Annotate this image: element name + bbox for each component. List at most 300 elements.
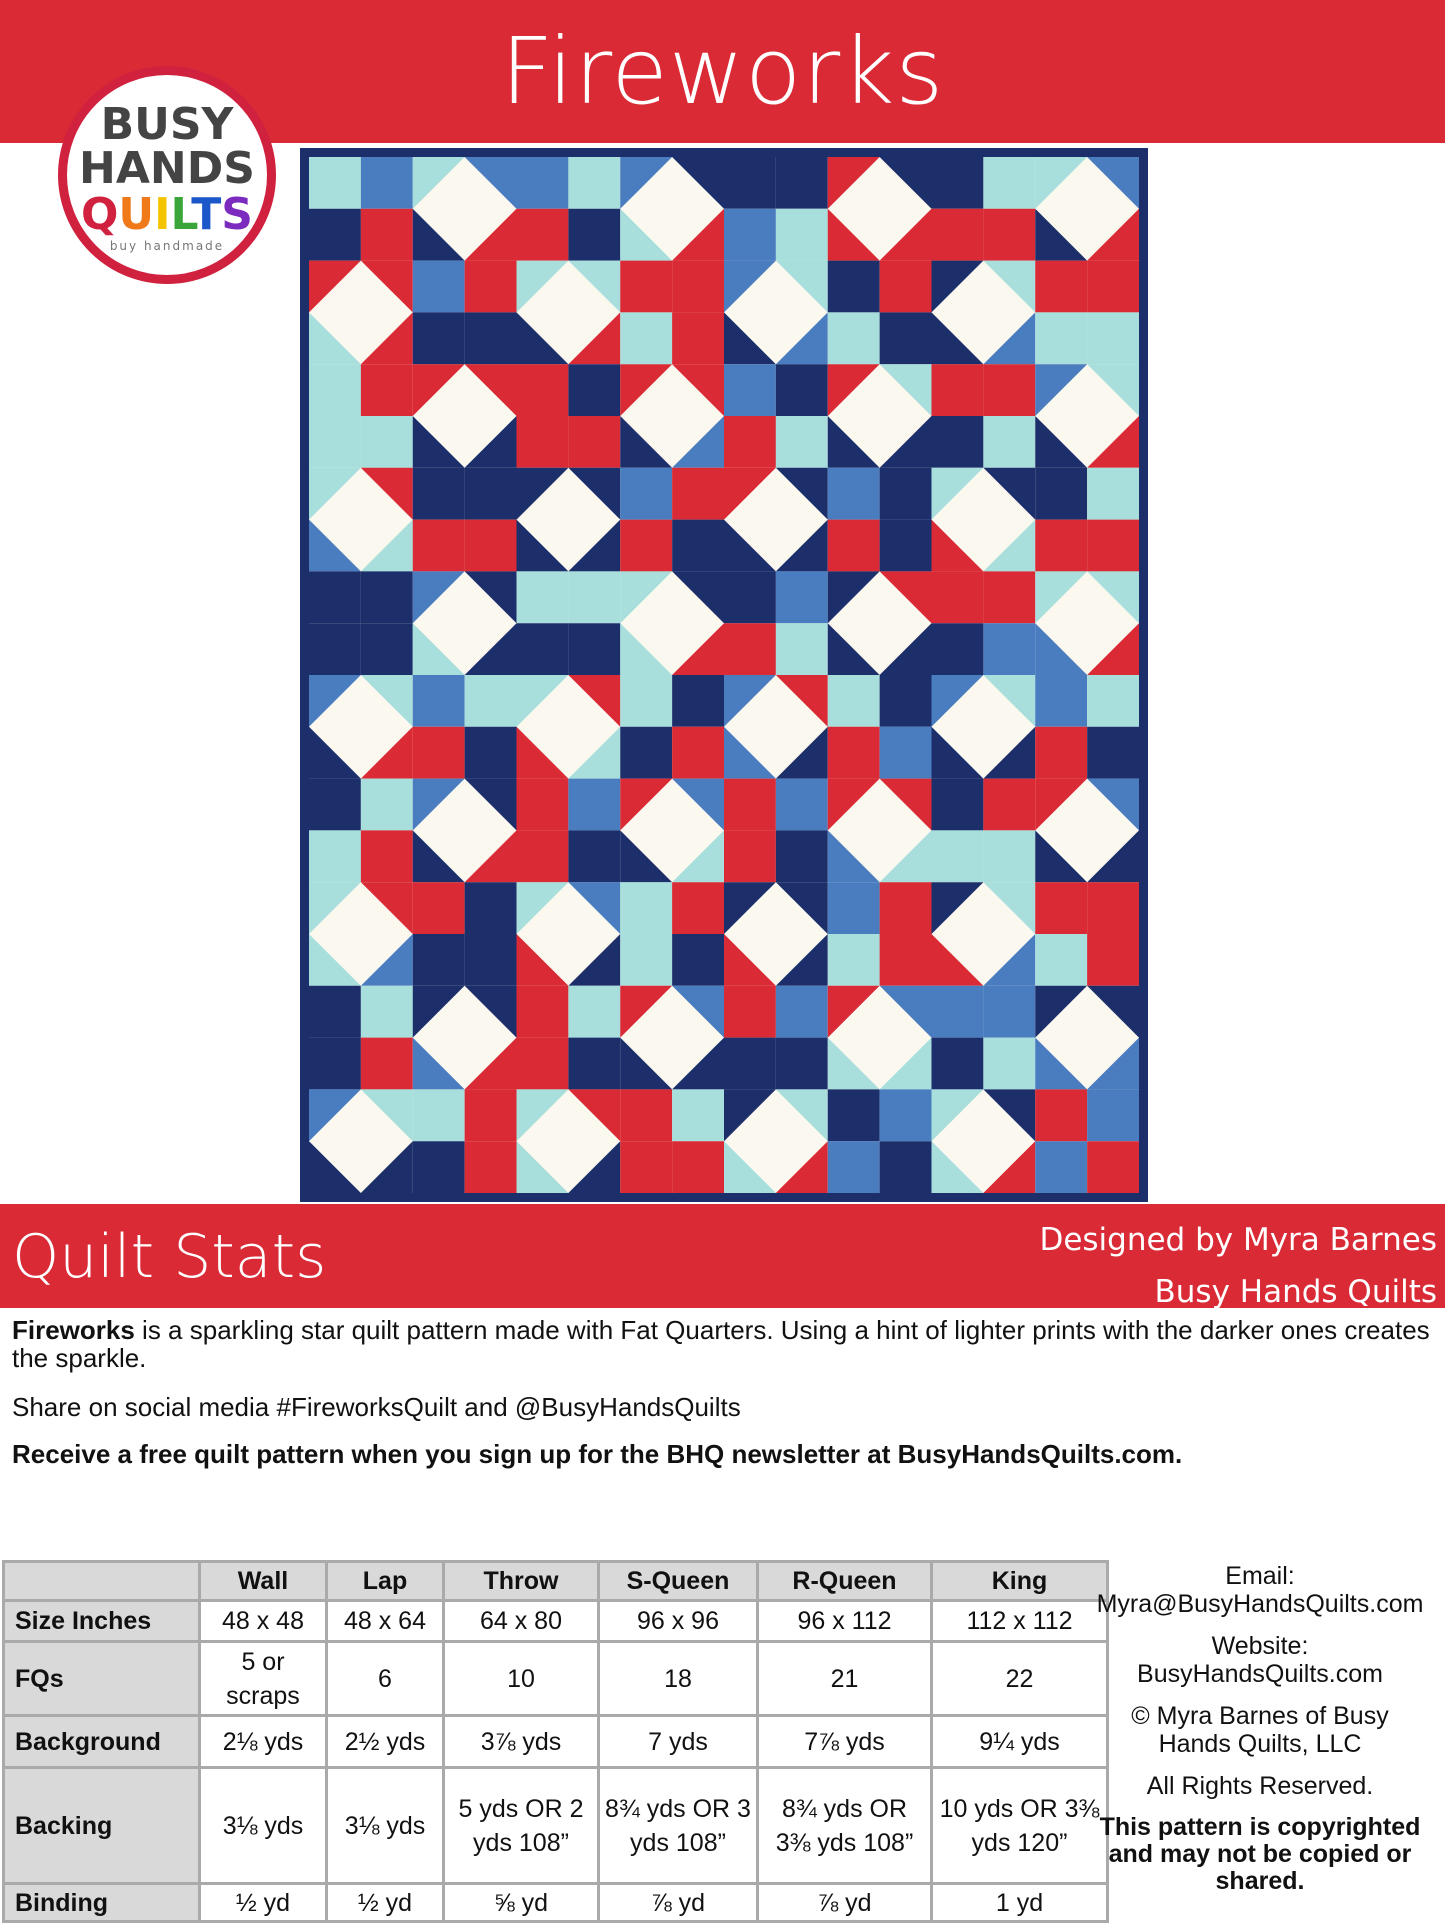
table-cell: 48 x 48 <box>200 1601 327 1642</box>
corner-triangle <box>983 520 1035 572</box>
star-center-patch <box>672 934 724 986</box>
corner-triangle <box>983 882 1035 934</box>
row-label: FQs <box>4 1642 200 1716</box>
corner-triangle <box>413 830 465 882</box>
corner-triangle <box>517 882 569 934</box>
table-cell: ⅞ yd <box>599 1884 758 1922</box>
corner-triangle <box>568 520 620 572</box>
corner-triangle <box>1087 209 1139 261</box>
table-cell: 64 x 80 <box>444 1601 599 1642</box>
star-center-patch <box>361 416 413 468</box>
corner-triangle <box>880 623 932 675</box>
table-cell: 3⅛ yds <box>327 1768 444 1884</box>
star-center-patch <box>517 209 569 261</box>
corner-triangle <box>672 779 724 831</box>
column-header-r-queen: R-Queen <box>758 1562 932 1601</box>
corner-triangle <box>361 675 413 727</box>
star-center-patch <box>724 986 776 1038</box>
corner-triangle <box>1035 986 1087 1038</box>
star-center-patch <box>465 261 517 313</box>
column-header-lap: Lap <box>327 1562 444 1601</box>
corner-triangle <box>724 727 776 779</box>
star-center-patch <box>672 675 724 727</box>
star-center-patch <box>1035 1089 1087 1141</box>
star-center-patch <box>828 520 880 572</box>
table-cell: 96 x 112 <box>758 1601 932 1642</box>
star-center-patch <box>413 312 465 364</box>
star-center-patch <box>880 727 932 779</box>
corner-triangle <box>776 1089 828 1141</box>
star-center-patch <box>776 986 828 1038</box>
star-center-patch <box>465 1089 517 1141</box>
corner-triangle <box>361 468 413 520</box>
corner-triangle <box>724 261 776 313</box>
corner-triangle <box>983 1089 1035 1141</box>
corner-triangle <box>465 623 517 675</box>
row-label: Binding <box>4 1884 200 1922</box>
corner-triangle <box>413 209 465 261</box>
star-center-patch <box>1035 468 1087 520</box>
corner-triangle <box>413 157 465 209</box>
corner-triangle <box>517 261 569 313</box>
star-center-patch <box>672 312 724 364</box>
copyright-text: © Myra Barnes of Busy Hands Quilts, LLC <box>1131 1702 1389 1758</box>
corner-triangle <box>620 623 672 675</box>
star-center-patch <box>309 779 361 831</box>
corner-triangle <box>776 727 828 779</box>
corner-triangle <box>932 675 984 727</box>
quilt-stats-banner <box>0 1204 1445 1308</box>
corner-triangle <box>413 986 465 1038</box>
corner-triangle <box>568 1141 620 1193</box>
description-pattern-name: Fireworks <box>12 1315 135 1345</box>
star-center-patch <box>309 571 361 623</box>
corner-triangle <box>413 623 465 675</box>
table-row <box>4 1716 1108 1768</box>
corner-triangle <box>465 779 517 831</box>
star-center-patch <box>724 157 776 209</box>
star-center-patch <box>672 882 724 934</box>
star-center-patch <box>413 882 465 934</box>
star-center-patch <box>309 364 361 416</box>
table-corner <box>4 1562 200 1601</box>
star-center-patch <box>983 779 1035 831</box>
row-label: Size Inches <box>4 1601 200 1642</box>
star-center-patch <box>413 1089 465 1141</box>
star-center-patch <box>517 416 569 468</box>
corner-triangle <box>517 1089 569 1141</box>
corner-triangle <box>1035 571 1087 623</box>
star-center-patch <box>620 1141 672 1193</box>
star-center-patch <box>1087 1089 1139 1141</box>
star-center-patch <box>880 675 932 727</box>
table-row <box>4 1884 1108 1922</box>
corner-triangle <box>309 1089 361 1141</box>
corner-triangle <box>724 520 776 572</box>
star-center-patch <box>983 623 1035 675</box>
star-center-patch <box>672 1089 724 1141</box>
star-center-patch <box>620 934 672 986</box>
corner-triangle <box>413 571 465 623</box>
corner-triangle <box>361 727 413 779</box>
corner-triangle <box>672 416 724 468</box>
star-center-patch <box>309 623 361 675</box>
star-center-patch <box>932 779 984 831</box>
corner-triangle <box>1035 364 1087 416</box>
corner-triangle <box>724 1141 776 1193</box>
table-cell: 18 <box>599 1642 758 1716</box>
corner-triangle <box>620 571 672 623</box>
corner-triangle <box>465 1038 517 1090</box>
corner-triangle <box>620 1038 672 1090</box>
corner-triangle <box>517 468 569 520</box>
corner-triangle <box>983 675 1035 727</box>
star-center-patch <box>880 520 932 572</box>
star-center-patch <box>1035 520 1087 572</box>
corner-triangle <box>724 312 776 364</box>
star-center-patch <box>672 1141 724 1193</box>
corner-triangle <box>724 882 776 934</box>
star-center-patch <box>361 209 413 261</box>
star-center-patch <box>620 675 672 727</box>
corner-triangle <box>1087 364 1139 416</box>
star-center-patch <box>1087 1141 1139 1193</box>
star-center-patch <box>568 571 620 623</box>
star-center-patch <box>517 623 569 675</box>
star-center-patch <box>828 468 880 520</box>
star-center-patch <box>1087 882 1139 934</box>
corner-triangle <box>1087 1038 1139 1090</box>
contact-info <box>1080 1562 1440 1909</box>
star-center-patch <box>413 468 465 520</box>
logo-line-busy: BUSY <box>100 99 234 150</box>
corner-triangle <box>828 830 880 882</box>
corner-triangle <box>672 830 724 882</box>
corner-triangle <box>309 261 361 313</box>
column-header-king: King <box>932 1562 1108 1601</box>
star-center-patch <box>568 364 620 416</box>
star-center-patch <box>620 261 672 313</box>
corner-triangle <box>1035 779 1087 831</box>
star-center-patch <box>880 1089 932 1141</box>
star-center-patch <box>465 934 517 986</box>
corner-triangle <box>983 468 1035 520</box>
corner-triangle <box>517 520 569 572</box>
table-cell: 5 yds OR 2 yds 108” <box>444 1768 599 1884</box>
table-cell: 6 <box>327 1642 444 1716</box>
corner-triangle <box>1087 157 1139 209</box>
corner-triangle <box>309 882 361 934</box>
corner-triangle <box>309 468 361 520</box>
logo-letter: T <box>191 189 222 240</box>
corner-triangle <box>776 520 828 572</box>
table-cell: 1 yd <box>932 1884 1108 1922</box>
star-center-patch <box>932 571 984 623</box>
corner-triangle <box>309 934 361 986</box>
table-cell: ⅞ yd <box>758 1884 932 1922</box>
star-center-patch <box>1087 727 1139 779</box>
star-center-patch <box>828 1141 880 1193</box>
star-center-patch <box>465 675 517 727</box>
star-center-patch <box>776 209 828 261</box>
corner-triangle <box>620 416 672 468</box>
corner-triangle <box>620 157 672 209</box>
corner-triangle <box>828 157 880 209</box>
star-center-patch <box>517 571 569 623</box>
star-center-patch <box>983 830 1035 882</box>
star-center-patch <box>361 830 413 882</box>
table-cell: 9¼ yds <box>932 1716 1108 1768</box>
star-center-patch <box>620 727 672 779</box>
star-center-patch <box>568 1038 620 1090</box>
corner-triangle <box>465 209 517 261</box>
table-cell: ½ yd <box>200 1884 327 1922</box>
corner-triangle <box>983 1141 1035 1193</box>
star-center-patch <box>361 623 413 675</box>
star-center-patch <box>880 1141 932 1193</box>
corner-triangle <box>620 830 672 882</box>
star-center-patch <box>309 209 361 261</box>
star-center-patch <box>828 727 880 779</box>
company-name: Busy Hands Quilts <box>1154 1274 1437 1310</box>
logo-letter: Q <box>81 189 119 240</box>
table-cell: 10 <box>444 1642 599 1716</box>
star-center-patch <box>309 830 361 882</box>
corner-triangle <box>776 675 828 727</box>
star-center-patch <box>413 727 465 779</box>
table-cell: 5 or scraps <box>200 1642 327 1716</box>
table-cell: 2⅛ yds <box>200 1716 327 1768</box>
table-cell: 7 yds <box>599 1716 758 1768</box>
star-center-patch <box>620 1089 672 1141</box>
corner-triangle <box>361 312 413 364</box>
star-center-patch <box>517 1038 569 1090</box>
corner-triangle <box>1087 779 1139 831</box>
star-center-patch <box>465 520 517 572</box>
corner-triangle <box>568 312 620 364</box>
corner-triangle <box>1035 830 1087 882</box>
corner-triangle <box>776 934 828 986</box>
corner-triangle <box>1035 1038 1087 1090</box>
star-center-patch <box>620 520 672 572</box>
star-center-patch <box>361 779 413 831</box>
table-row <box>4 1642 1108 1716</box>
star-center-patch <box>517 364 569 416</box>
star-center-patch <box>361 571 413 623</box>
corner-triangle <box>828 209 880 261</box>
corner-triangle <box>672 623 724 675</box>
table-cell: 48 x 64 <box>327 1601 444 1642</box>
star-center-patch <box>672 727 724 779</box>
corner-triangle <box>620 986 672 1038</box>
table-cell: 3⅛ yds <box>200 1768 327 1884</box>
corner-triangle <box>932 520 984 572</box>
email-link[interactable]: Myra@BusyHandsQuilts.com <box>1096 1590 1424 1618</box>
row-label: Backing <box>4 1768 200 1884</box>
star-center-patch <box>983 157 1035 209</box>
website-label: Website: <box>1211 1632 1309 1660</box>
corner-triangle <box>517 727 569 779</box>
star-center-patch <box>413 934 465 986</box>
website-link[interactable]: BusyHandsQuilts.com <box>1137 1660 1383 1688</box>
corner-triangle <box>517 934 569 986</box>
logo-letter: L <box>170 189 192 240</box>
quilt-size-table <box>2 1560 1109 1923</box>
star-center-patch <box>828 675 880 727</box>
corner-triangle <box>413 1038 465 1090</box>
corner-triangle <box>465 157 517 209</box>
star-center-patch <box>517 986 569 1038</box>
corner-triangle <box>1087 986 1139 1038</box>
corner-triangle <box>620 779 672 831</box>
star-center-patch <box>724 623 776 675</box>
star-center-patch <box>932 364 984 416</box>
logo-tagline: buy handmade <box>109 239 225 253</box>
star-center-patch <box>568 623 620 675</box>
corner-triangle <box>776 312 828 364</box>
star-center-patch <box>361 364 413 416</box>
table-row <box>4 1768 1108 1884</box>
corner-triangle <box>361 1089 413 1141</box>
corner-triangle <box>568 675 620 727</box>
star-center-patch <box>465 1141 517 1193</box>
star-center-patch <box>1035 675 1087 727</box>
corner-triangle <box>413 779 465 831</box>
corner-triangle <box>465 571 517 623</box>
social-text: Share on social media #FireworksQuilt and @BusyHandsQuilts <box>12 1392 741 1422</box>
star-center-patch <box>361 1038 413 1090</box>
star-center-patch <box>1035 934 1087 986</box>
star-center-patch <box>361 986 413 1038</box>
logo-letter: U <box>118 189 155 240</box>
corner-triangle <box>568 1089 620 1141</box>
corner-triangle <box>620 209 672 261</box>
corner-triangle <box>568 882 620 934</box>
star-center-patch <box>983 986 1035 1038</box>
corner-triangle <box>776 882 828 934</box>
star-center-patch <box>465 312 517 364</box>
corner-triangle <box>672 1038 724 1090</box>
star-center-patch <box>672 261 724 313</box>
corner-triangle <box>880 157 932 209</box>
corner-triangle <box>309 675 361 727</box>
star-center-patch <box>620 882 672 934</box>
star-center-patch <box>1035 882 1087 934</box>
corner-triangle <box>828 779 880 831</box>
corner-triangle <box>724 1089 776 1141</box>
logo-line-hands: HANDS <box>79 143 255 194</box>
corner-triangle <box>1087 416 1139 468</box>
corner-triangle <box>517 312 569 364</box>
star-center-patch <box>672 520 724 572</box>
busy-hands-quilts-logo <box>58 66 276 284</box>
corner-triangle <box>413 364 465 416</box>
star-center-patch <box>724 571 776 623</box>
star-center-patch <box>932 830 984 882</box>
table-row <box>4 1601 1108 1642</box>
table-cell: 8¾ yds OR 3 yds 108” <box>599 1768 758 1884</box>
corner-triangle <box>361 934 413 986</box>
logo-letter: I <box>154 189 171 240</box>
corner-triangle <box>880 209 932 261</box>
star-center-patch <box>568 416 620 468</box>
corner-triangle <box>724 675 776 727</box>
star-center-patch <box>983 1038 1035 1090</box>
star-center-patch <box>828 934 880 986</box>
star-center-patch <box>983 364 1035 416</box>
description-text: is a sparkling star quilt pattern made with Fat Quarters. Using a hint of lighter prints with the darker ones creates the sparkle. <box>12 1315 1430 1373</box>
corner-triangle <box>983 312 1035 364</box>
star-center-patch <box>828 261 880 313</box>
corner-triangle <box>465 830 517 882</box>
corner-triangle <box>465 364 517 416</box>
corner-triangle <box>1035 623 1087 675</box>
star-center-patch <box>568 157 620 209</box>
star-center-patch <box>1087 675 1139 727</box>
star-center-patch <box>568 779 620 831</box>
table-cell: 96 x 96 <box>599 1601 758 1642</box>
star-center-patch <box>465 882 517 934</box>
star-center-patch <box>724 779 776 831</box>
star-center-patch <box>517 157 569 209</box>
table-cell: 21 <box>758 1642 932 1716</box>
table-cell: 7⅞ yds <box>758 1716 932 1768</box>
star-center-patch <box>517 830 569 882</box>
column-header-wall: Wall <box>200 1562 327 1601</box>
corner-triangle <box>880 986 932 1038</box>
star-center-patch <box>1035 1141 1087 1193</box>
corner-triangle <box>828 571 880 623</box>
star-center-patch <box>413 675 465 727</box>
star-center-patch <box>1087 312 1139 364</box>
star-center-patch <box>309 986 361 1038</box>
corner-triangle <box>361 261 413 313</box>
corner-triangle <box>413 416 465 468</box>
star-center-patch <box>932 986 984 1038</box>
quilt-stats-title: Quilt Stats <box>12 1222 327 1292</box>
star-center-patch <box>1087 468 1139 520</box>
corner-triangle <box>880 830 932 882</box>
corner-triangle <box>309 312 361 364</box>
row-label: Background <box>4 1716 200 1768</box>
corner-triangle <box>309 520 361 572</box>
star-center-patch <box>776 1038 828 1090</box>
newsletter-text: Receive a free quilt pattern when you sign up for the BHQ newsletter at BusyHandsQuilts.com. <box>12 1439 1183 1469</box>
corner-triangle <box>568 934 620 986</box>
star-center-patch <box>932 209 984 261</box>
star-center-patch <box>880 261 932 313</box>
star-center-patch <box>983 571 1035 623</box>
email-label: Email: <box>1225 1562 1295 1590</box>
star-center-patch <box>465 727 517 779</box>
corner-triangle <box>828 1038 880 1090</box>
star-center-patch <box>620 468 672 520</box>
star-center-patch <box>932 416 984 468</box>
star-center-patch <box>568 986 620 1038</box>
corner-triangle <box>932 1089 984 1141</box>
corner-triangle <box>568 468 620 520</box>
designer-credit <box>1039 1214 1437 1318</box>
star-center-patch <box>880 312 932 364</box>
corner-triangle <box>828 416 880 468</box>
table-cell: 3⅞ yds <box>444 1716 599 1768</box>
column-header-s-queen: S-Queen <box>599 1562 758 1601</box>
star-center-patch <box>361 157 413 209</box>
star-center-patch <box>413 1141 465 1193</box>
corner-triangle <box>672 571 724 623</box>
table-cell: 8¾ yds OR 3⅜ yds 108” <box>758 1768 932 1884</box>
star-center-patch <box>413 520 465 572</box>
